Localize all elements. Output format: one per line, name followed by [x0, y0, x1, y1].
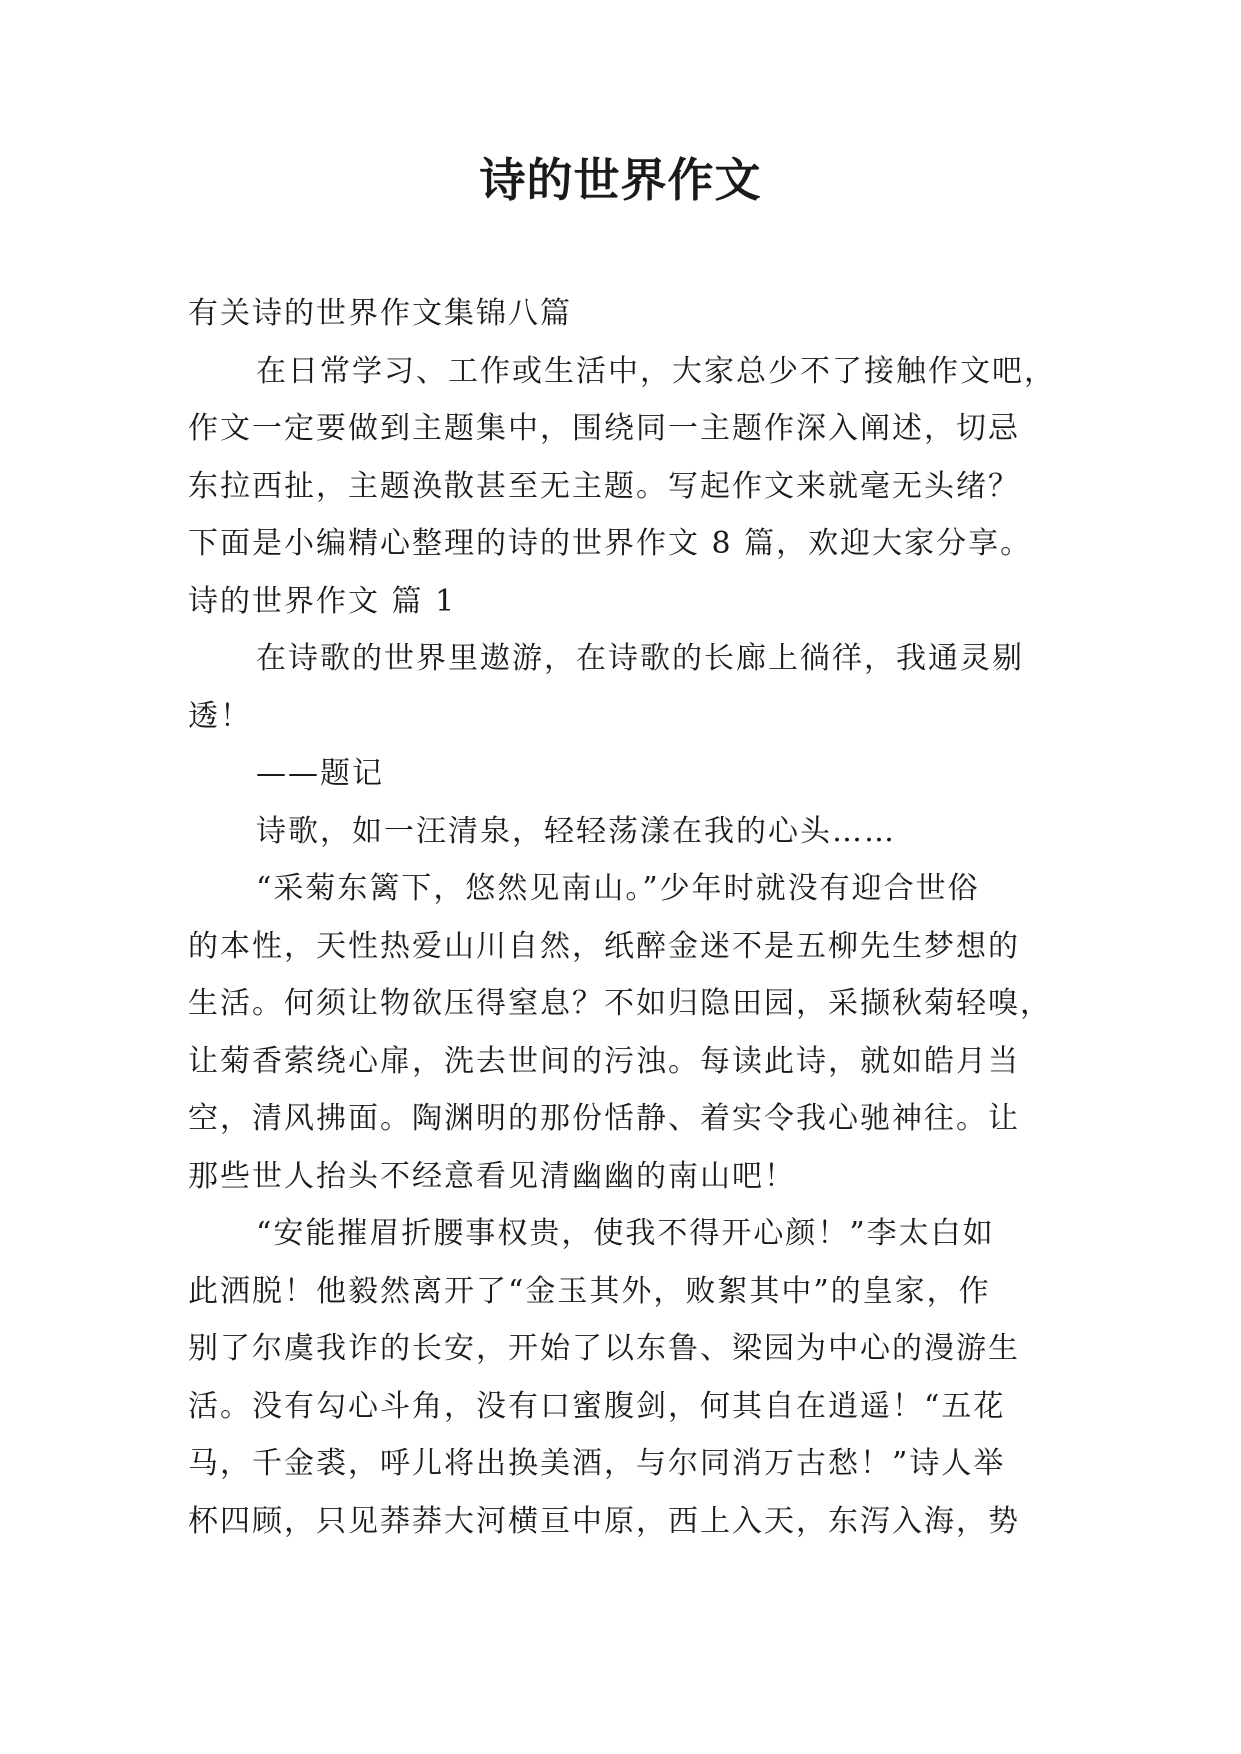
- text-line: “安能摧眉折腰事权贵，使我不得开心颜！”李太白如: [256, 1216, 995, 1251]
- text-line: 诗的世界作文 篇 1: [188, 583, 457, 619]
- document-body: [188, 285, 1068, 1550]
- text-line: 在诗歌的世界里遨游，在诗歌的长廊上徜徉，我通灵剔: [256, 641, 1024, 676]
- text-line: 别了尔虞我诈的长安，开始了以东鲁、梁园为中心的漫游生: [188, 1331, 1020, 1366]
- text-line: 马，千金裘，呼儿将出换美酒，与尔同消万古愁！”诗人举: [188, 1446, 1006, 1481]
- text-line: 活。没有勾心斗角，没有口蜜腹剑，何其自在逍遥！“五花: [188, 1388, 1006, 1424]
- text-line: ——题记: [256, 756, 384, 791]
- text-line: 让菊香萦绕心扉，洗去世间的污浊。每读此诗，就如皓月当: [188, 1043, 1020, 1079]
- text-line: 透！: [188, 698, 252, 734]
- document-title: 诗的世界作文: [479, 153, 762, 207]
- text-line: 有关诗的世界作文集锦八篇: [188, 296, 572, 331]
- text-line: 空，清风拂面。陶渊明的那份恬静、着实令我心驰神往。让: [188, 1101, 1020, 1136]
- text-line: “采菊东篱下，悠然见南山。”少年时就没有迎合世俗: [256, 871, 980, 906]
- text-line: 东拉西扯，主题涣散甚至无主题。写起作文来就毫无头绪？: [188, 468, 1020, 504]
- text-line: 作文一定要做到主题集中，围绕同一主题作深入阐述，切忌: [188, 411, 1020, 446]
- text-line: 那些世人抬头不经意看见清幽幽的南山吧！: [188, 1158, 796, 1194]
- text-line: 杯四顾，只见莽莽大河横亘中原，西上入天，东泻入海，势: [188, 1503, 1020, 1539]
- text-line: 在日常学习、工作或生活中，大家总少不了接触作文吧，: [256, 353, 1056, 389]
- text-line: 诗歌，如一汪清泉，轻轻荡漾在我的心头……: [256, 813, 896, 849]
- text-line: 下面是小编精心整理的诗的世界作文 8 篇，欢迎大家分享。: [188, 526, 1033, 561]
- text-line: 生活。何须让物欲压得窒息？不如归隐田园，采撷秋菊轻嗅，: [188, 986, 1052, 1021]
- text-line: 的本性，天性热爱山川自然，纸醉金迷不是五柳先生梦想的: [188, 928, 1020, 964]
- text-line: 此洒脱！他毅然离开了“金玉其外，败絮其中”的皇家，作: [188, 1273, 991, 1309]
